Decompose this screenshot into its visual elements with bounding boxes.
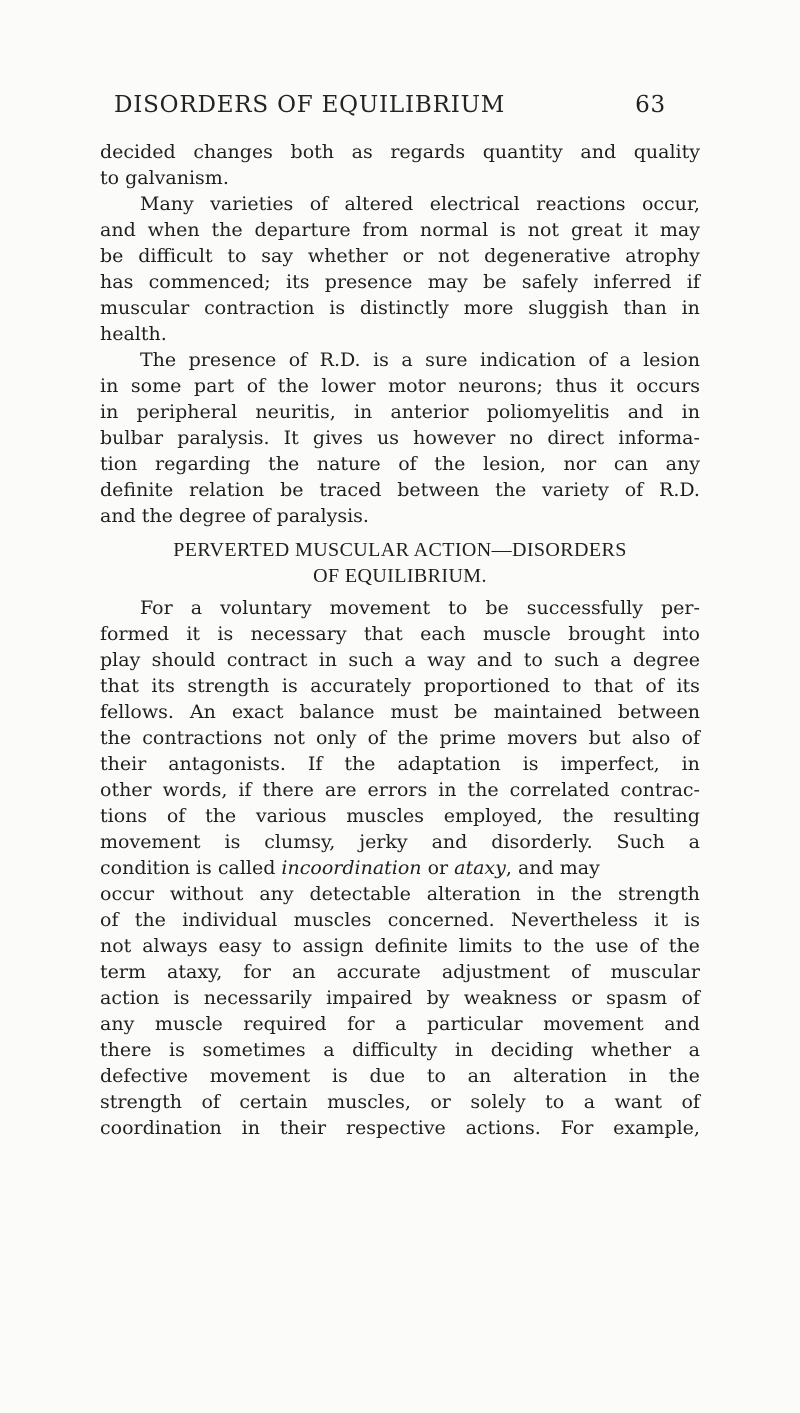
text-line: decided changes both as regards quantity and quality: [100, 141, 700, 163]
running-head-title: DISORDERS OF EQUILIBRIUM: [114, 92, 506, 118]
text-line: be difficult to say whether or not degenerative atrophy: [100, 245, 700, 267]
paragraph-reaction-of-degeneration: [100, 347, 700, 529]
text-line: action is necessarily impaired by weakness or spasm of: [100, 987, 700, 1009]
text-line: tion regarding the nature of the lesion, nor can any: [100, 453, 700, 475]
text-line-with-italics: [100, 855, 700, 881]
text-line: For a voluntary movement to be successfully per-: [140, 597, 700, 619]
text-line: bulbar paralysis. It gives us however no direct informa-: [100, 427, 700, 449]
text-line: and the degree of paralysis.: [100, 505, 369, 527]
text-line: their antagonists. If the adaptation is imperfect, in: [100, 753, 700, 775]
text-line: strength of certain muscles, or solely to a want of: [100, 1091, 700, 1113]
italic-term: ataxy: [454, 857, 506, 879]
text-line: and when the departure from normal is not great it may: [100, 219, 700, 241]
page-number: 63: [635, 92, 666, 118]
text-line: in some part of the lower motor neurons; thus it occurs: [100, 375, 700, 397]
text-run: condition is called: [100, 857, 282, 879]
text-run: or: [421, 857, 455, 879]
paragraph-ataxy: [100, 595, 700, 1141]
text-line: any muscle required for a particular movement and: [100, 1013, 700, 1035]
text-run: , and may: [505, 857, 600, 879]
text-line: that its strength is accurately proportioned to that of its: [100, 675, 700, 697]
text-line: in peripheral neuritis, in anterior poliomyelitis and in: [100, 401, 700, 423]
text-line: movement is clumsy, jerky and disorderly. Such a: [100, 831, 700, 853]
paragraph-continuation: [100, 139, 700, 191]
heading-line: OF EQUILIBRIUM.: [313, 565, 487, 587]
text-line: to galvanism.: [100, 167, 229, 189]
text-line: has commenced; its presence may be safely inferred if: [100, 271, 700, 293]
text-line: health.: [100, 323, 167, 345]
text-line: the contractions not only of the prime movers but also of: [100, 727, 700, 749]
text-line: defective movement is due to an alteration in the: [100, 1065, 700, 1087]
text-line: not always easy to assign definite limits to the use of the: [100, 935, 700, 957]
text-line: fellows. An exact balance must be maintained between: [100, 701, 700, 723]
text-line: term ataxy, for an accurate adjustment of muscular: [100, 961, 700, 983]
italic-term: incoordination: [281, 857, 422, 879]
page-body: [100, 139, 700, 1141]
running-head: [114, 92, 666, 118]
section-heading: [100, 537, 700, 589]
text-line: tions of the various muscles employed, the resulting: [100, 805, 700, 827]
text-line: other words, if there are errors in the correlated contrac-: [100, 779, 700, 801]
text-line: The presence of R.D. is a sure indication of a lesion: [140, 349, 700, 371]
text-line: muscular contraction is distinctly more sluggish than in: [100, 297, 700, 319]
text-line: play should contract in such a way and to such a degree: [100, 649, 700, 671]
text-line: Many varieties of altered electrical reactions occur,: [140, 193, 700, 215]
text-line: coordination in their respective actions. For example,: [100, 1117, 700, 1139]
spacer: [100, 529, 700, 537]
heading-line: PERVERTED MUSCULAR ACTION—DISORDERS: [173, 539, 627, 561]
text-line: occur without any detectable alteration in the strength: [100, 883, 700, 905]
text-line: there is sometimes a difficulty in deciding whether a: [100, 1039, 700, 1061]
text-line: formed it is necessary that each muscle brought into: [100, 623, 700, 645]
text-line: definite relation be traced between the variety of R.D.: [100, 479, 700, 501]
paragraph-electrical-reactions: [100, 191, 700, 347]
text-line: of the individual muscles concerned. Nevertheless it is: [100, 909, 700, 931]
